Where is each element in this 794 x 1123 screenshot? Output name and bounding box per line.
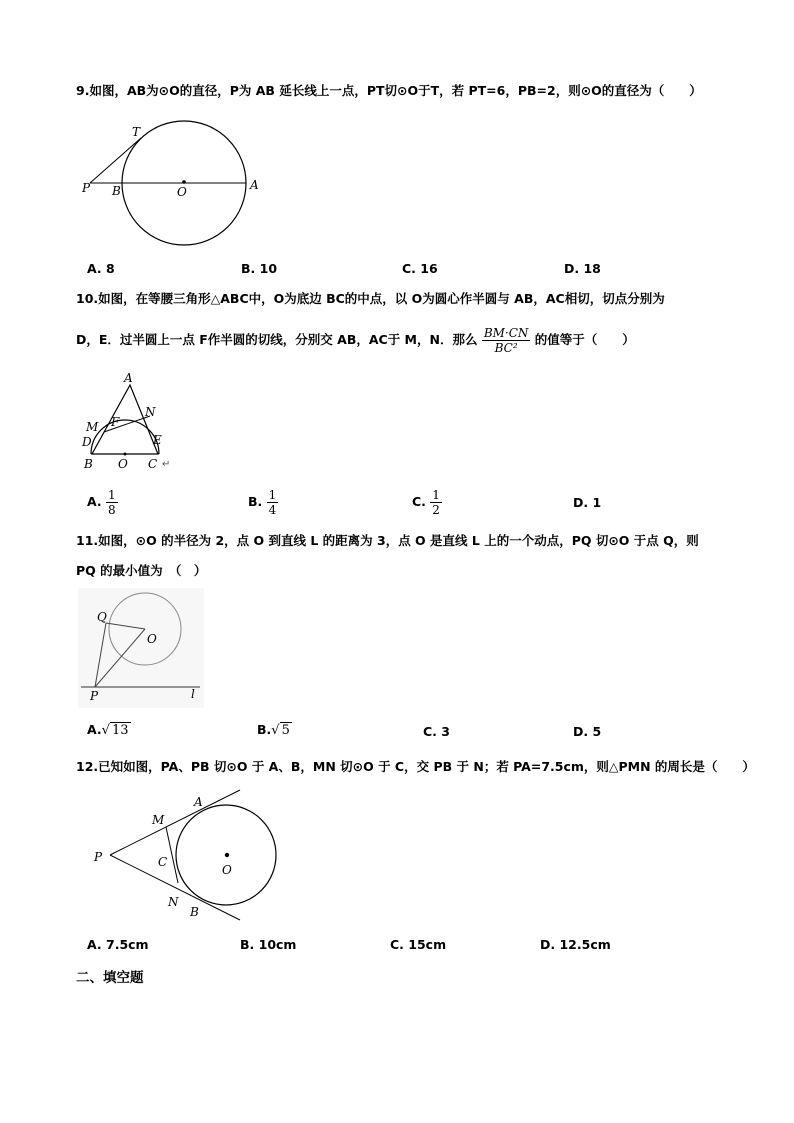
q10-option-c-prefix: C.: [412, 494, 426, 509]
q11-figure: [78, 588, 204, 708]
q10-option-a-den: 8: [108, 503, 116, 517]
q10-label-c: C: [148, 457, 158, 471]
q10-center-dot: [124, 453, 127, 456]
q10-option-a-prefix: A.: [87, 494, 102, 509]
q12-tangent-pb: [110, 855, 240, 920]
q11-option-a[interactable]: [87, 722, 131, 738]
q9-label-o: O: [177, 185, 187, 199]
q9-figure: [78, 118, 268, 248]
q11-option-d-prefix: D.: [573, 724, 589, 739]
q11-label-o: O: [147, 632, 157, 646]
q10-option-b-num: 1: [268, 488, 277, 502]
q9-label-p: P: [82, 181, 91, 195]
q12-label-b: B: [190, 905, 199, 919]
q10-option-b-den: 4: [268, 503, 277, 517]
q10-option-b-prefix: B.: [248, 494, 263, 509]
q9-option-d[interactable]: D. 18: [564, 261, 601, 276]
q11-label-p: P: [90, 689, 99, 703]
q10-option-a-num: 1: [108, 488, 116, 502]
q10-option-a-frac: [106, 488, 118, 517]
section-heading-fill-blank: 二、填空题: [76, 970, 144, 986]
q11-label-q: Q: [97, 610, 107, 624]
q10-option-d[interactable]: [573, 495, 601, 510]
q11-option-a-prefix: A.: [87, 722, 102, 737]
q11-label-l: l: [191, 687, 195, 701]
q10-option-b-frac: [267, 488, 279, 517]
q12-label-m: M: [152, 813, 165, 827]
q11-option-b-radicand: 5: [281, 723, 290, 738]
q9-option-b[interactable]: B. 10: [241, 261, 278, 276]
q9-option-c[interactable]: C. 16: [402, 261, 438, 276]
q11-option-b-prefix: B.: [257, 722, 272, 737]
q11-option-c-prefix: C.: [423, 724, 437, 739]
q11-option-b-radical: √ 5: [271, 723, 290, 738]
q10-line1: 10.如图，在等腰三角形△ABC中，O为底边 BC的中点，以 O为圆心作半圆与 AB，AC相切，切点分别为: [76, 291, 665, 306]
q10-label-a: A: [124, 371, 133, 385]
q10-frac-den: BC²: [494, 341, 518, 355]
q12-figure: [88, 786, 288, 922]
q10-option-d-prefix: D.: [573, 495, 589, 510]
q12-center-dot: [225, 853, 229, 857]
q12-label-n: N: [168, 895, 179, 909]
q10-line2: [76, 326, 635, 355]
q12-label-c: C: [158, 855, 168, 869]
q10-option-d-value: 1: [592, 495, 602, 510]
q11-option-b[interactable]: [257, 722, 292, 738]
q12-text: 12.已知如图，PA、PB 切⊙O 于 A、B，MN 切⊙O 于 C，交 PB 于 N；若 PA=7.5cm，则△PMN 的周长是（ ）: [76, 759, 755, 774]
q12-tangent-pa: [110, 790, 240, 855]
q10-label-b: B: [84, 457, 93, 471]
q10-option-c[interactable]: [412, 488, 442, 517]
q12-option-d[interactable]: D. 12.5cm: [540, 937, 611, 952]
q11-option-a-radical: √ 13: [101, 723, 129, 738]
q11-line2: PQ 的最小值为 （ ）: [76, 563, 207, 578]
q10-frac-num: BM·CN: [483, 326, 529, 340]
q9-center-dot: [182, 180, 186, 184]
q10-figure: [78, 368, 188, 474]
q10-label-n: N: [145, 405, 156, 419]
q9-label-a: A: [250, 178, 259, 192]
q10-line2-pre: D，E．过半圆上一点 F作半圆的切线，分别交 AB，AC于 M，N．那么: [76, 332, 478, 347]
q9-label-b: B: [112, 184, 121, 198]
q12-option-a[interactable]: A. 7.5cm: [87, 937, 149, 952]
q9-label-t: T: [132, 125, 141, 139]
q12-label-o: O: [222, 863, 232, 877]
q10-option-c-den: 2: [432, 503, 440, 517]
q10-option-c-num: 1: [432, 488, 440, 502]
q11-option-d-value: 5: [592, 724, 602, 739]
q10-line2-post: 的值等于（ ）: [534, 332, 635, 347]
q10-return-mark: ↵: [162, 459, 171, 470]
q10-label-f: F: [111, 415, 120, 429]
q10-option-b[interactable]: [248, 488, 278, 517]
q9-tangent-pt: [90, 138, 141, 183]
q10-label-d: D: [82, 435, 92, 449]
q12-option-c[interactable]: C. 15cm: [390, 937, 447, 952]
q11-option-d[interactable]: [573, 724, 601, 739]
q9-option-a[interactable]: A. 8: [87, 261, 115, 276]
q11-option-c[interactable]: [423, 724, 450, 739]
q10-fraction: [482, 326, 531, 355]
q10-label-o: O: [118, 457, 128, 471]
q10-label-e: E: [153, 433, 162, 447]
q11-option-a-radicand: 13: [111, 723, 129, 738]
q10-option-c-frac: [430, 488, 442, 517]
q12-label-p: P: [94, 850, 103, 864]
q10-option-a[interactable]: [87, 488, 118, 517]
q9-text: 9.如图，AB为⊙O的直径，P为 AB 延长线上一点，PT切⊙O于T，若 PT=6，PB=2，则⊙O的直径为（ ）: [76, 83, 702, 98]
q12-label-a: A: [194, 795, 203, 809]
q10-label-m: M: [86, 420, 99, 434]
q11-option-c-value: 3: [441, 724, 450, 739]
q11-line1: 11.如图，⊙O 的半径为 2，点 O 到直线 L 的距离为 3，点 O 是直线 L 上的一个动点，PQ 切⊙O 于点 Q，则: [76, 533, 699, 548]
q12-option-b[interactable]: B. 10cm: [240, 937, 297, 952]
